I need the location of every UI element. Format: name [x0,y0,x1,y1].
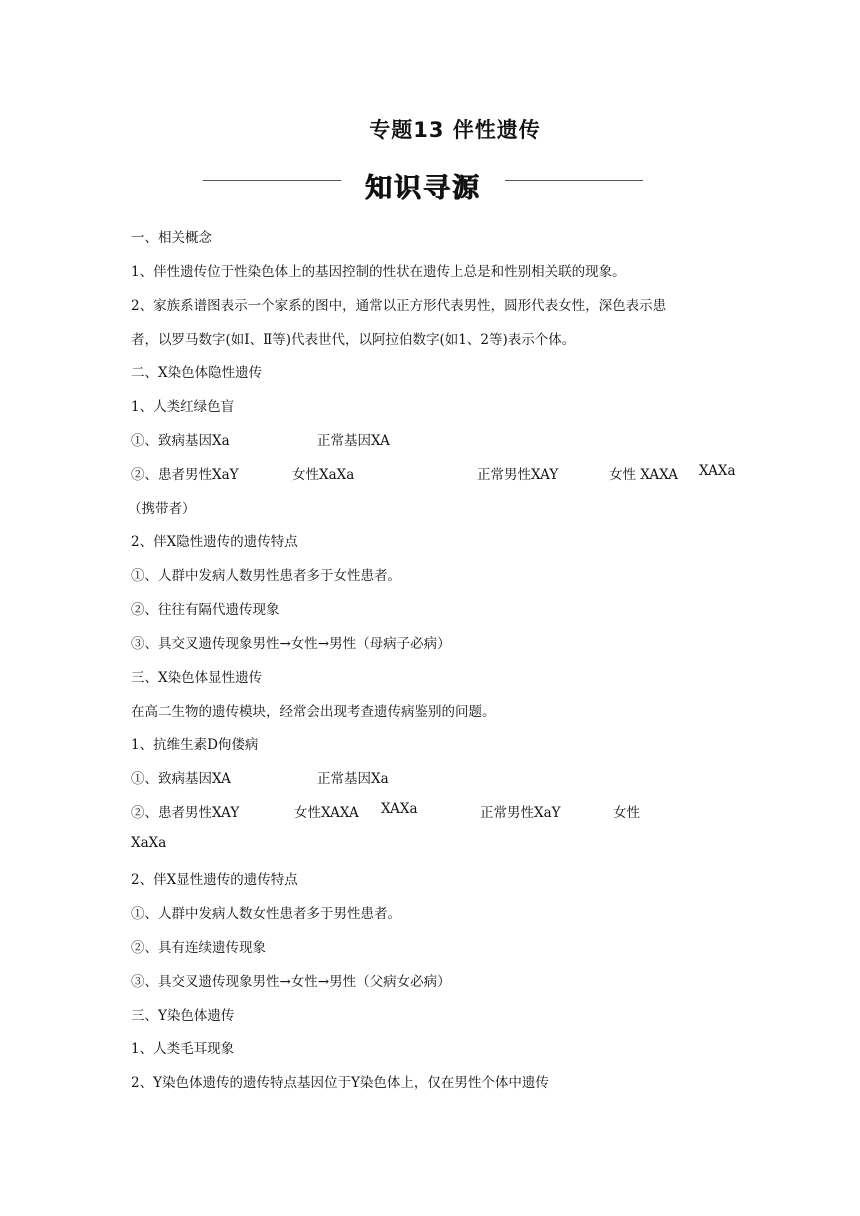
banner-right-rule [505,180,643,181]
pathogenic-gene: ①、致病基因Xa [131,433,230,449]
heading-related-concepts: 一、相关概念 [131,230,212,246]
section-banner [203,166,643,204]
normal-gene: 正常基因Xa [317,771,389,787]
normal-female: 女性 XAXA [609,467,679,483]
normal-male: 正常男性XaY [480,805,561,821]
list-item: ③、具交叉遗传现象男性→女性→男性（母病子必病） [131,636,451,652]
page-title: 专题13 伴性遗传 [369,118,541,142]
paragraph-line: 2、Y染色体遗传的遗传特点基因位于Y染色体上，仅在男性个体中遗传 [131,1075,549,1091]
list-item: ①、人群中发病人数女性患者多于男性患者。 [131,906,401,922]
paragraph-line: 2、家族系谱图表示一个家系的图中，通常以正方形代表男性，圆形代表女性，深色表示患 [131,298,667,314]
heading-y-inheritance: 三、Y染色体遗传 [131,1008,235,1024]
carrier-genotype: XAXa [699,463,736,479]
normal-gene: 正常基因XA [317,433,390,449]
female-patient: 女性XAXA [294,805,359,821]
list-item: ②、往往有隔代遗传现象 [131,602,280,618]
subheading-recessive-traits: 2、伴X隐性遗传的遗传特点 [131,534,298,550]
female-patient: 女性XaXa [292,467,355,483]
banner-text: 知识寻源 [365,173,481,204]
pathogenic-gene: ①、致病基因XA [131,771,231,787]
normal-female: 女性 [613,805,640,821]
heading-x-dominant: 三、X染色体显性遗传 [131,670,263,686]
paragraph-line: 1、伴性遗传位于性染色体上的基因控制的性状在遗传上总是和性别相关联的现象。 [131,264,626,280]
carrier-note: （携带者） [128,501,196,517]
list-item: ③、具交叉遗传现象男性→女性→男性（父病女必病） [131,974,451,990]
list-item: ②、具有连续遗传现象 [131,940,266,956]
normal-male: 正常男性XAY [477,467,559,483]
list-item: ①、人群中发病人数男性患者多于女性患者。 [131,568,401,584]
paragraph-line: 者，以罗马数字(如Ⅰ、Ⅱ等)代表世代，以阿拉伯数字(如1、2等)表示个体。 [131,332,576,348]
male-patient: ②、患者男性XAY [131,805,240,821]
subheading-hairy-ears: 1、人类毛耳现象 [131,1041,235,1057]
subheading-colorblind: 1、人类红绿色盲 [131,399,235,415]
male-patient: ②、患者男性XaY [131,467,239,483]
normal-female-genotype: XaXa [131,835,167,851]
subheading-rickets: 1、抗维生素D佝偻病 [131,737,259,753]
subheading-dominant-traits: 2、伴X显性遗传的遗传特点 [131,872,298,888]
heading-x-recessive: 二、X染色体隐性遗传 [131,365,263,381]
female-patient-hetero: XAXa [381,801,418,817]
paragraph-line: 在高二生物的遗传模块，经常会出现考查遗传病鉴别的问题。 [131,704,496,720]
